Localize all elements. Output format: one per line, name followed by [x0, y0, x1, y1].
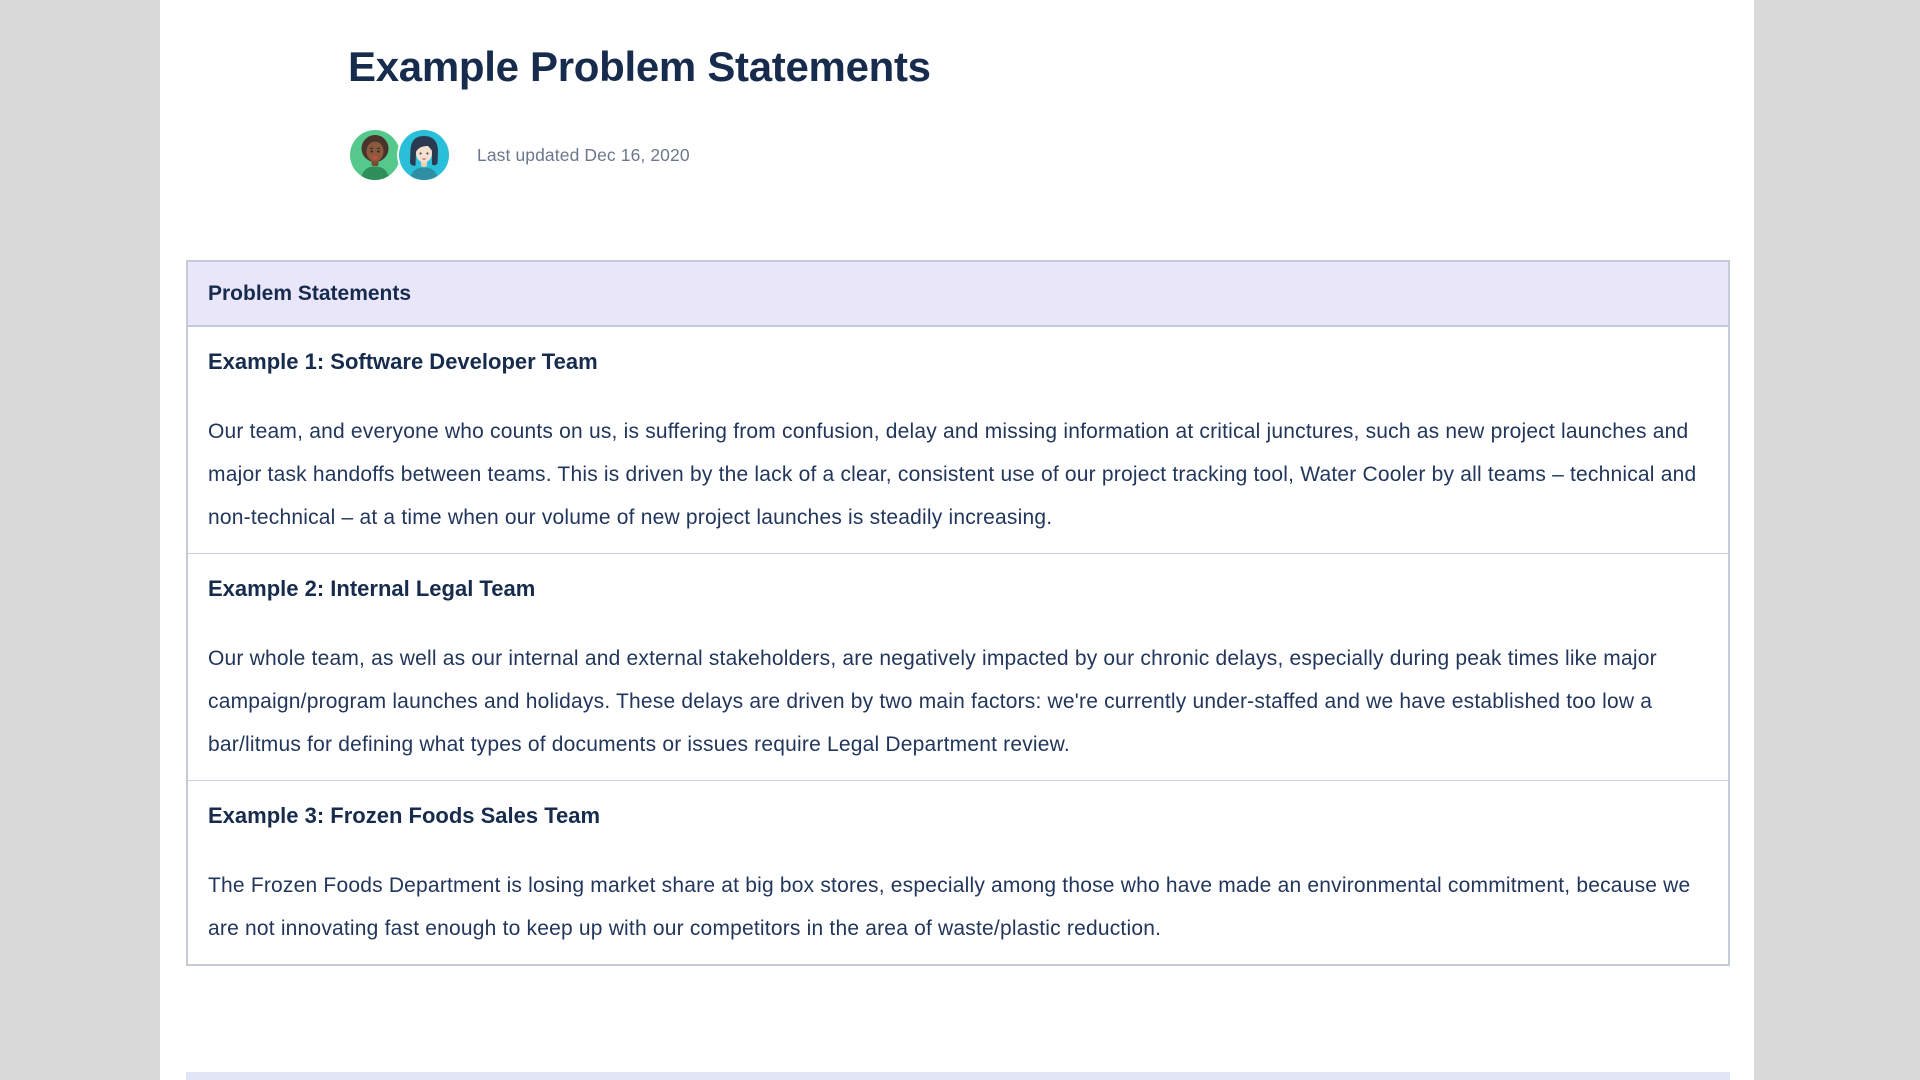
row-body: Our whole team, as well as our internal and external stakeholders, are negatively impacted by our chronic delays, especially during peak times like major campaign/program launches and holidays. These delays are driven by two main factors: we're currently under-staffed and we have established too low a bar/litmus for defining what types of documents or issues require Legal Department review.	[208, 647, 1657, 756]
problem-statements-table	[186, 260, 1730, 966]
row-heading: Example 1: Software Developer Team	[208, 349, 598, 374]
page-title: Example Problem Statements	[348, 43, 931, 90]
table-header-label: Problem Statements	[208, 281, 412, 305]
byline	[348, 128, 1754, 182]
contributor-avatar-teal-icon[interactable]	[397, 128, 451, 182]
next-table-header-peek	[186, 1072, 1730, 1080]
table-header	[188, 262, 1728, 327]
row-body: Our team, and everyone who counts on us, is suffering from confusion, delay and missing information at critical junctures, such as new project launches and major task handoffs between teams. This is driven by the lack of a clear, consistent use of our project tracking tool, Water Cooler by all teams – technical and non-technical – at a time when our volume of new project launches is steadily increasing.	[208, 420, 1697, 529]
row-heading: Example 2: Internal Legal Team	[208, 576, 536, 601]
avatar-figure	[409, 136, 439, 182]
row-heading: Example 3: Frozen Foods Sales Team	[208, 803, 601, 828]
row-body: The Frozen Foods Department is losing market share at big box stores, especially among those who have made an environmental commitment, because we are not innovating fast enough to keep up with our competitors in the area of waste/plastic reduction.	[208, 874, 1691, 940]
table-row	[188, 553, 1728, 780]
contributor-avatars	[348, 128, 451, 182]
table-row	[188, 327, 1728, 553]
last-updated-label: Last updated Dec 16, 2020	[477, 144, 690, 165]
table-row	[188, 780, 1728, 964]
document-page	[160, 0, 1754, 1080]
contributor-avatar-green-icon[interactable]	[348, 128, 402, 182]
